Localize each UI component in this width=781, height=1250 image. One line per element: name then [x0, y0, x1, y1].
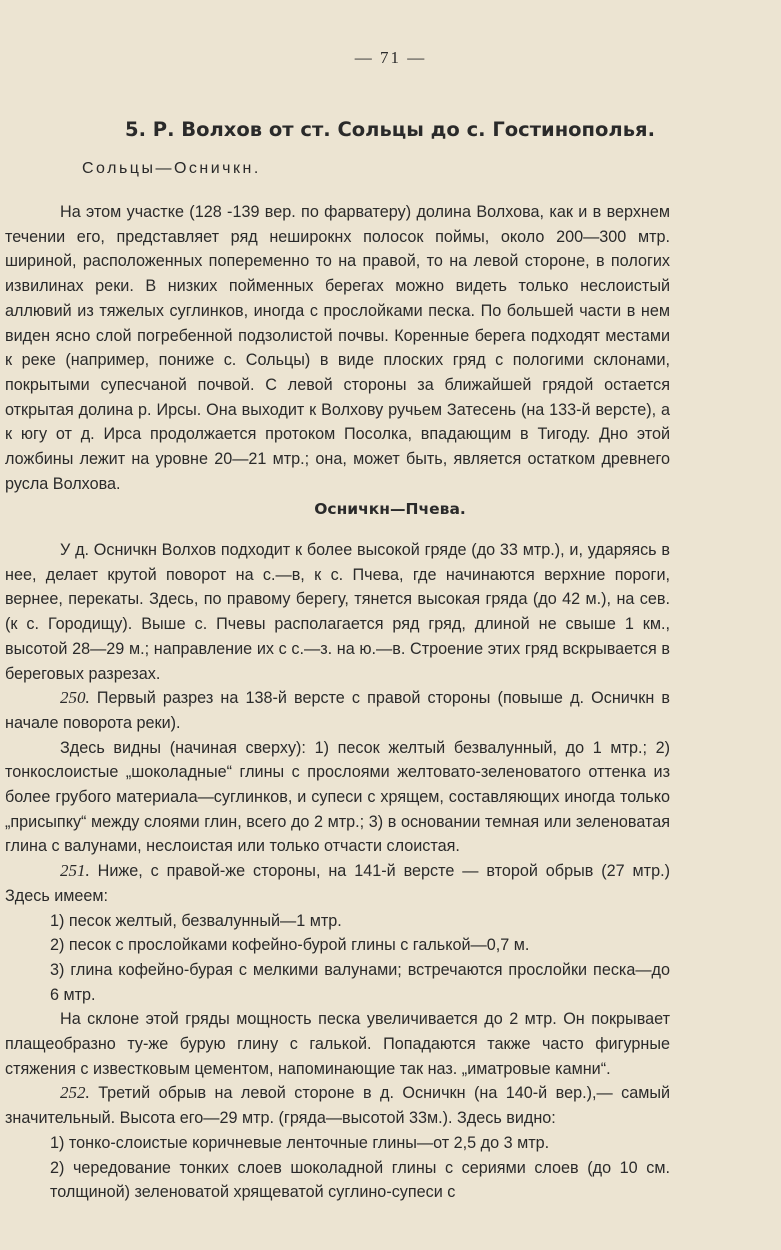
- paragraph-251-details: На склоне этой гряды мощность песка увеличивается до 2 мтр. Он покрывает плащеобразно ту-же бурую глину с галькой. Попадаются также часто фигурные стяжения с известковым цементом, напоминающие так наз. „иматровые камни“.: [5, 1010, 670, 1078]
- paragraph-252-text: Третий обрыв на левой стороне в д. Осничкн (на 140-й вер.),— самый значительный. Высота его—29 мтр. (гряда—высотой 33м.). Здесь видно:: [5, 1084, 670, 1128]
- list-item: 1) тонко-слоистые коричневые ленточные глины—от 2,5 до 3 мтр.: [50, 1133, 550, 1152]
- paragraph-250-text: Первый разрез на 138-й версте с правой стороны (повыше д. Осничкн в начале поворота реки).: [5, 689, 670, 732]
- text-block-2: [5, 538, 670, 1205]
- section-title: 5. Р. Волхов от ст. Сольцы до с. Гостинополья.: [125, 118, 655, 141]
- section-number-251: 251.: [60, 861, 90, 881]
- paragraph-252: [5, 1081, 670, 1130]
- section-number-250: 250.: [60, 688, 90, 708]
- page-number: — 71 —: [354, 48, 427, 67]
- paragraph-251-text: Ниже, с правой-же стороны, на 141-й версте — второй обрыв (27 мтр.) Здесь имеем:: [5, 862, 670, 905]
- paragraph-250-details: Здесь видны (начиная сверху): 1) песок желтый безвалунный, до 1 мтр.; 2) тонкослоистые „шоколадные“ глины с прослоями желтовато-зеленоватого оттенка из более грубого материала—суглинков, и супеси с хрящем, составляющих иногда только „присыпку“ между слоями глин, всего до 2 мтр.; 3) в основании темная или зеленоватая глина с валунами, неслоистая или только отчасти слоистая.: [5, 738, 670, 856]
- paragraph-251: [5, 859, 670, 908]
- subsection-heading-1: Сольцы—Осничкн.: [82, 160, 261, 177]
- list-item: 1) песок желтый, безвалунный—1 мтр.: [50, 911, 342, 930]
- list-item: 2) песок с прослойками кофейно-бурой глины с галькой—0,7 м.: [50, 936, 530, 955]
- paragraph-250: [5, 686, 670, 735]
- section-number-252: 252.: [60, 1083, 90, 1103]
- list-item: 3) глина кофейно-бурая с мелкими валунами; встречаются прослойки песка—до 6 мтр.: [50, 960, 670, 1004]
- paragraph-1: На этом участке (128 -139 вер. по фарватеру) долина Волхова, как и в верхнем течении его, представляет ряд неширокнх полосок поймы, около 200—300 мтр. шириной, расположенных попеременно то на правой, то на левой стороне, в пологих извилинах реки. В низких пойменных берегах можно видеть только неслоистый аллювий из тяжелых суглинков, иногда с прослойками песка. По большей части в нем виден ясно слой погребенной подзолистой почвы. Коренные берега подходят местами к реке (например, пониже с. Сольцы) в виде плоских гряд с пологими склонами, покрытыми супесчаной почвой. С левой стороны за ближайшей грядой остается открытая долина р. Ирсы. Она выходит к Волхову ручьем Затесень (на 133-й версте), а к югу от д. Ирса продолжается протоком Посолка, впадающим в Тигоду. Дно этой ложбины лежит на уровне 20—21 мтр.; она, может быть, является остатком древнего русла Волхова.: [5, 203, 670, 493]
- list-item: 2) чередование тонких слоев шоколадной глины с сериями слоев (до 10 см. толщиной) зеленоватой хрящеватой суглино-супеси с: [50, 1158, 670, 1202]
- subsection-heading-2: Осничкн—Пчева.: [314, 500, 466, 518]
- text-block-1: [5, 200, 670, 496]
- paragraph-2: У д. Осничкн Волхов подходит к более высокой гряде (до 33 мтр.), и, ударяясь в нее, делает крутой поворот на с.—в, к с. Пчева, где начинаются верхние пороги, вернее, перекаты. Здесь, по правому берегу, тянется высокая гряда (до 42 м.), на сев. (к с. Городищу). Выше с. Пчевы располагается ряд гряд, длиной не свыше 1 км., высотой 28—29 м.; направление их с с.—з. на ю.—в. Строение этих гряд вскрывается в береговых разрезах.: [5, 541, 670, 683]
